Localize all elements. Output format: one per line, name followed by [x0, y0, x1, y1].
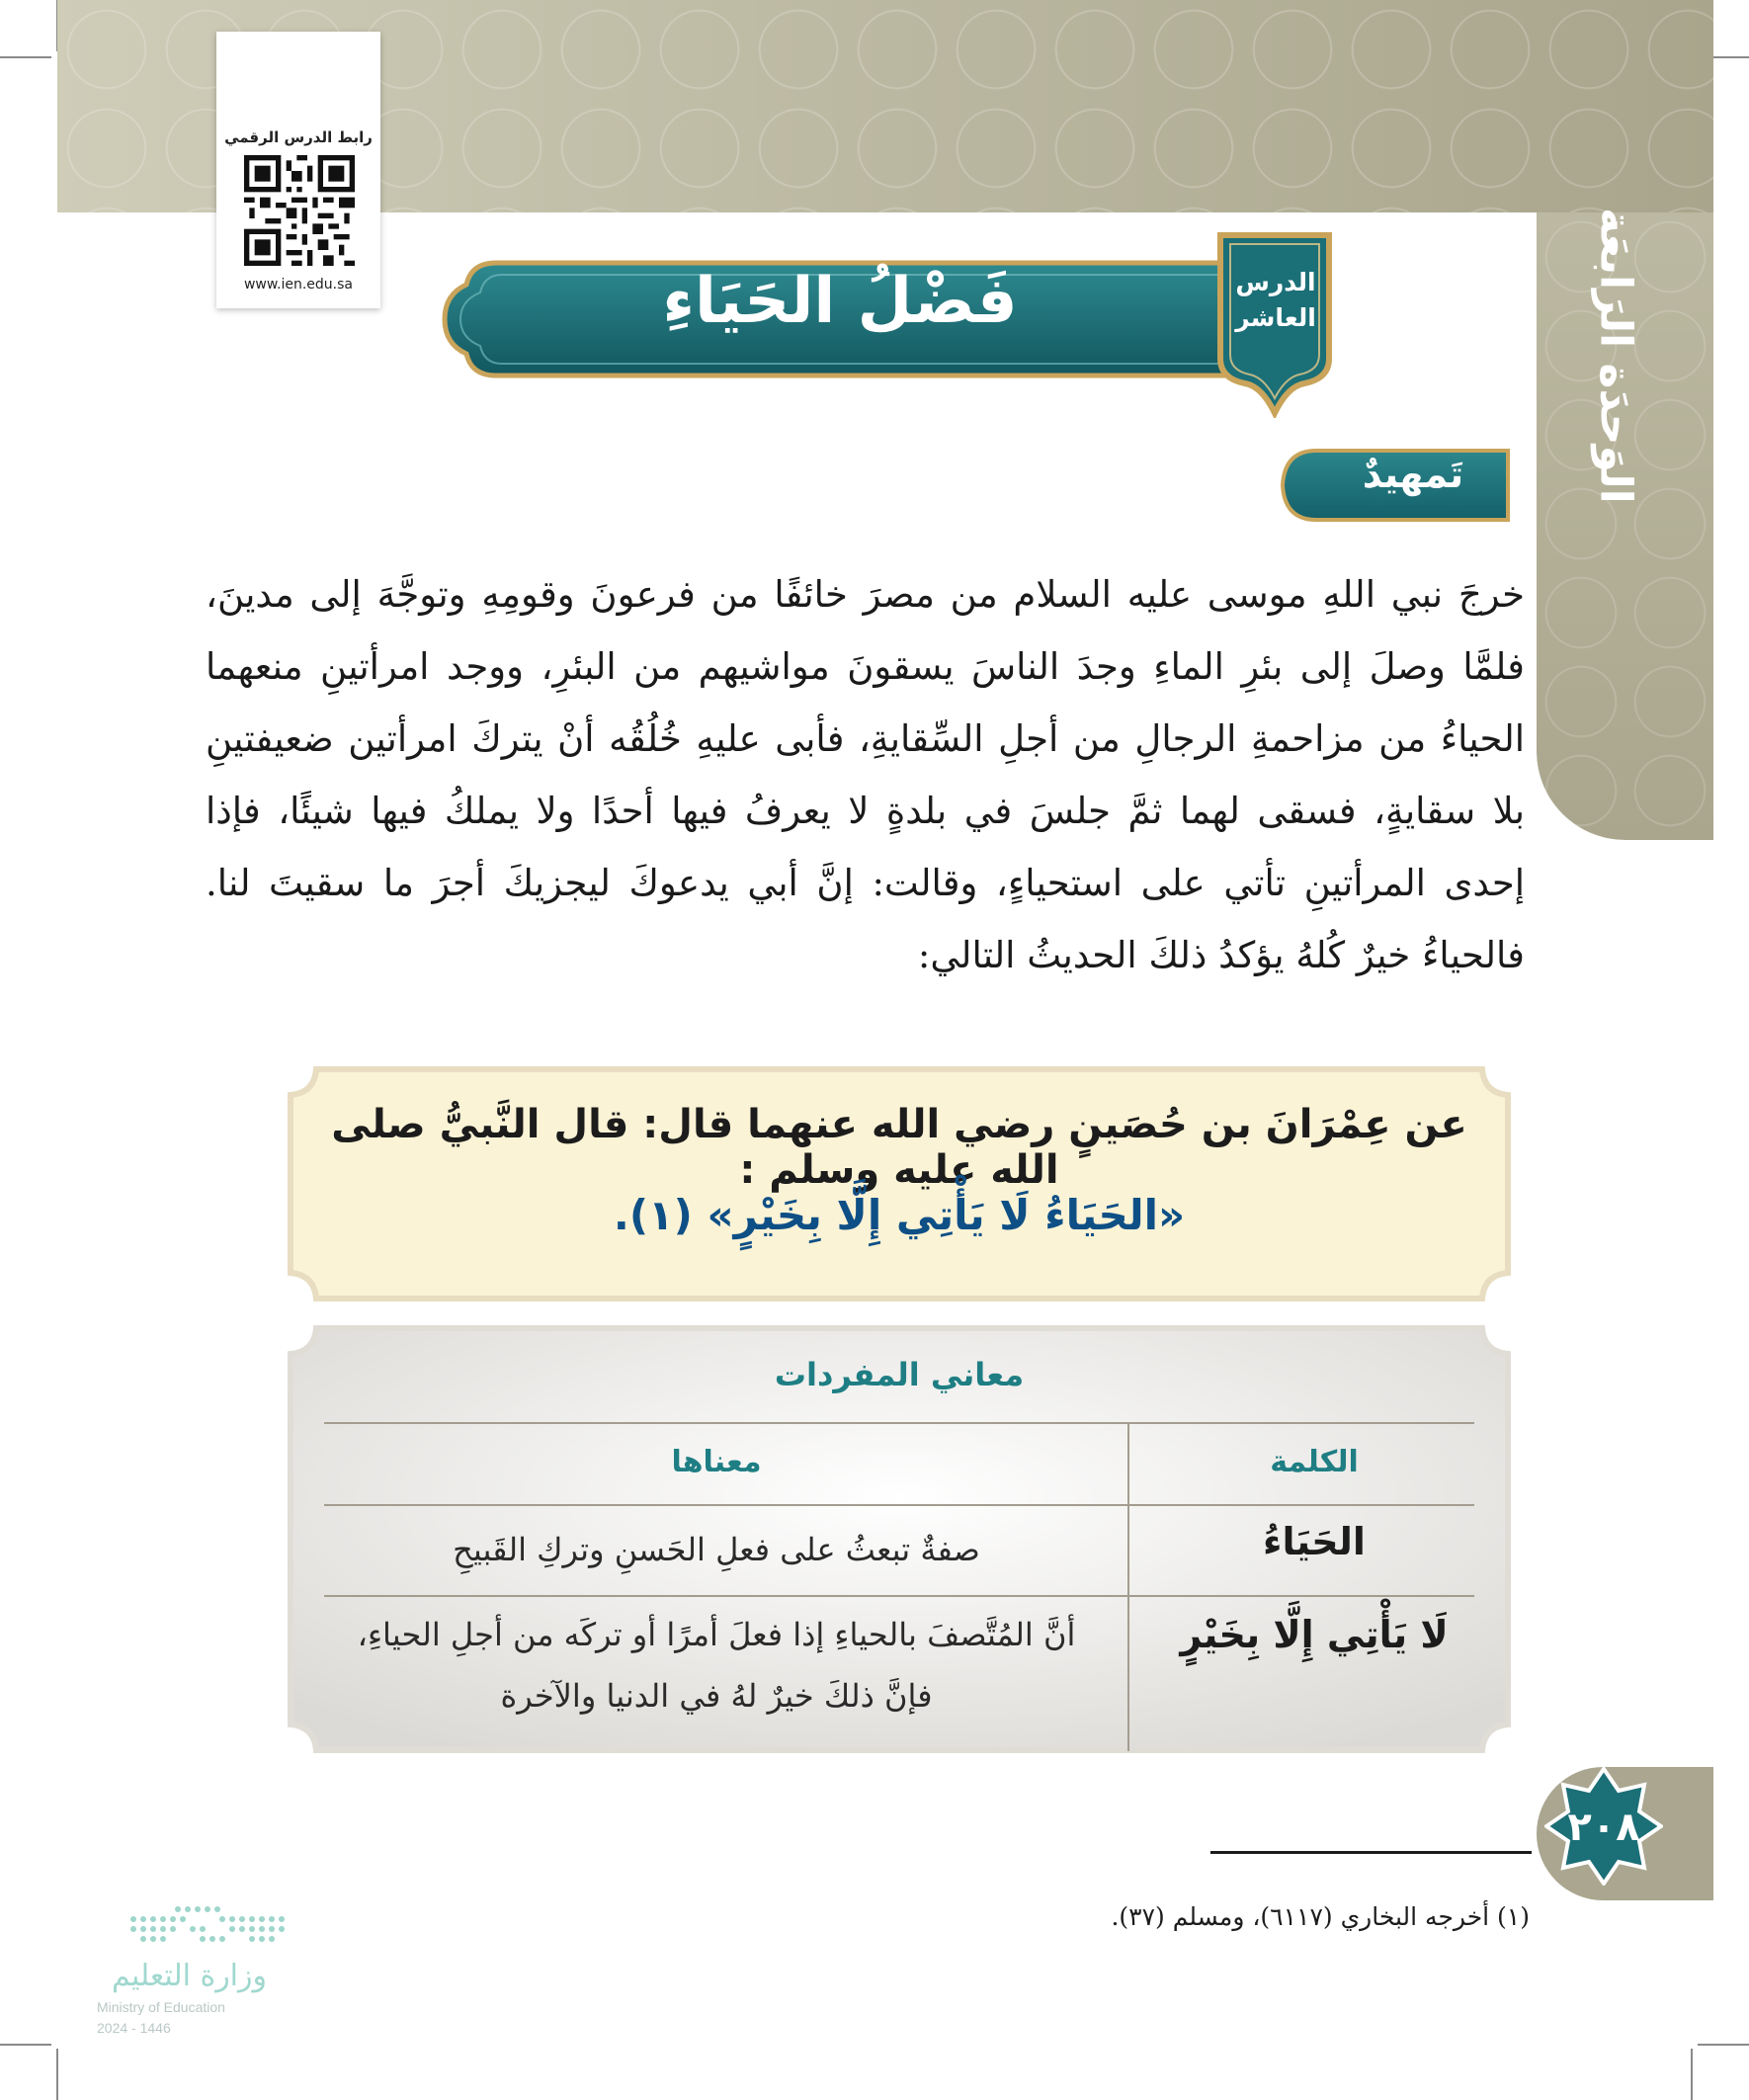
- intro-paragraph: خرجَ نبي اللهِ موسى عليه السلام من مصرَ خائفًا من فرعونَ وقومِهِ وتوجَّهَ إلى مدينَ، فلمَّا وصلَ إلى بئرِ الماءِ وجدَ الناسَ يسقونَ مواشيهم من البئرِ، ووجد امرأتينِ منعهما الحياءُ من مزاحمةِ الرجالِ من أجلِ السِّقايةِ، فأبى عليهِ خُلُقُه أنْ يتركَ امرأتين ضعيفتينِ بلا سقايةٍ، فسقى لهما ثمَّ جلسَ في بلدةٍ لا يعرفُ فيها أحدًا ولا يملكُ فيها شيئًا، فإذا إحدى المرأتينِ تأتي على استحياءٍ، وقالت: إنَّ أبي يدعوكَ ليجزيكَ أجرَ ما سقيتَ لنا. فالحياءُ خيرٌ كُلهُ يؤكدُ ذلكَ الحديثُ التالي:: [206, 573, 1525, 976]
- crop-mark: [1698, 2044, 1749, 2046]
- footnote: (١) أخرجه البخاري (٦١١٧)، ومسلم (٣٧).: [1111, 1902, 1530, 1931]
- vocab-word: الحَيَاءُ: [1263, 1520, 1366, 1563]
- ministry-year: 2024 - 1446: [97, 2020, 171, 2036]
- lesson-number: الدرس العاشر: [1235, 268, 1316, 332]
- crop-mark: [0, 2044, 51, 2046]
- crop-mark: [0, 56, 51, 58]
- vocab-header-meaning: معناها: [671, 1445, 762, 1479]
- vocab-meaning-line: فإنَّ ذلكَ خيرٌ لهُ في الدنيا والآخرة: [500, 1677, 933, 1715]
- hadith-text: «الحَيَاءُ لَا يَأْتِي إِلَّا بِخَيْرٍ» (١).: [613, 1191, 1186, 1239]
- hadith-narration: عن عِمْرَانَ بن حُصَينٍ رضي الله عنهما قال: قال النَّبيُّ صلى الله عليه وسلم :: [331, 1102, 1467, 1193]
- intro-heading: تَمهيدٌ: [1362, 453, 1464, 496]
- vocab-word: لَا يَأْتِي إِلَّا بِخَيْرٍ: [1180, 1613, 1449, 1656]
- qr-code-icon[interactable]: [244, 155, 355, 266]
- vocab-title: معاني المفردات: [774, 1356, 1025, 1393]
- crop-mark: [56, 2049, 58, 2100]
- unit-title: الوَحدَة الرَابعَة: [1590, 208, 1641, 504]
- qr-url[interactable]: www.ien.edu.sa: [243, 277, 354, 293]
- lesson-title: فَضْلُ الحَيَاءِ: [662, 265, 1018, 338]
- qr-card[interactable]: [216, 32, 380, 308]
- qr-label: رابط الدرس الرقمي: [224, 128, 373, 146]
- page-number: ٢٠٨: [1567, 1805, 1640, 1850]
- vocab-meaning: صفةٌ تبعثُ على فعلِ الحَسنِ وتركِ القَبيحِ: [453, 1531, 980, 1568]
- ministry-name-ar: وزارة التعليم: [111, 1959, 267, 1993]
- crop-mark: [1691, 2049, 1693, 2100]
- ministry-name-en: Ministry of Education: [97, 1999, 225, 2015]
- vocab-header-word: الكلمة: [1270, 1445, 1359, 1479]
- vocab-meaning-line: أنَّ المُتَّصفَ بالحياءِ إذا فعلَ أمرًا أو تركَه من أجلِ الحياءِ،: [357, 1616, 1076, 1653]
- footnote-rule: [1210, 1851, 1532, 1854]
